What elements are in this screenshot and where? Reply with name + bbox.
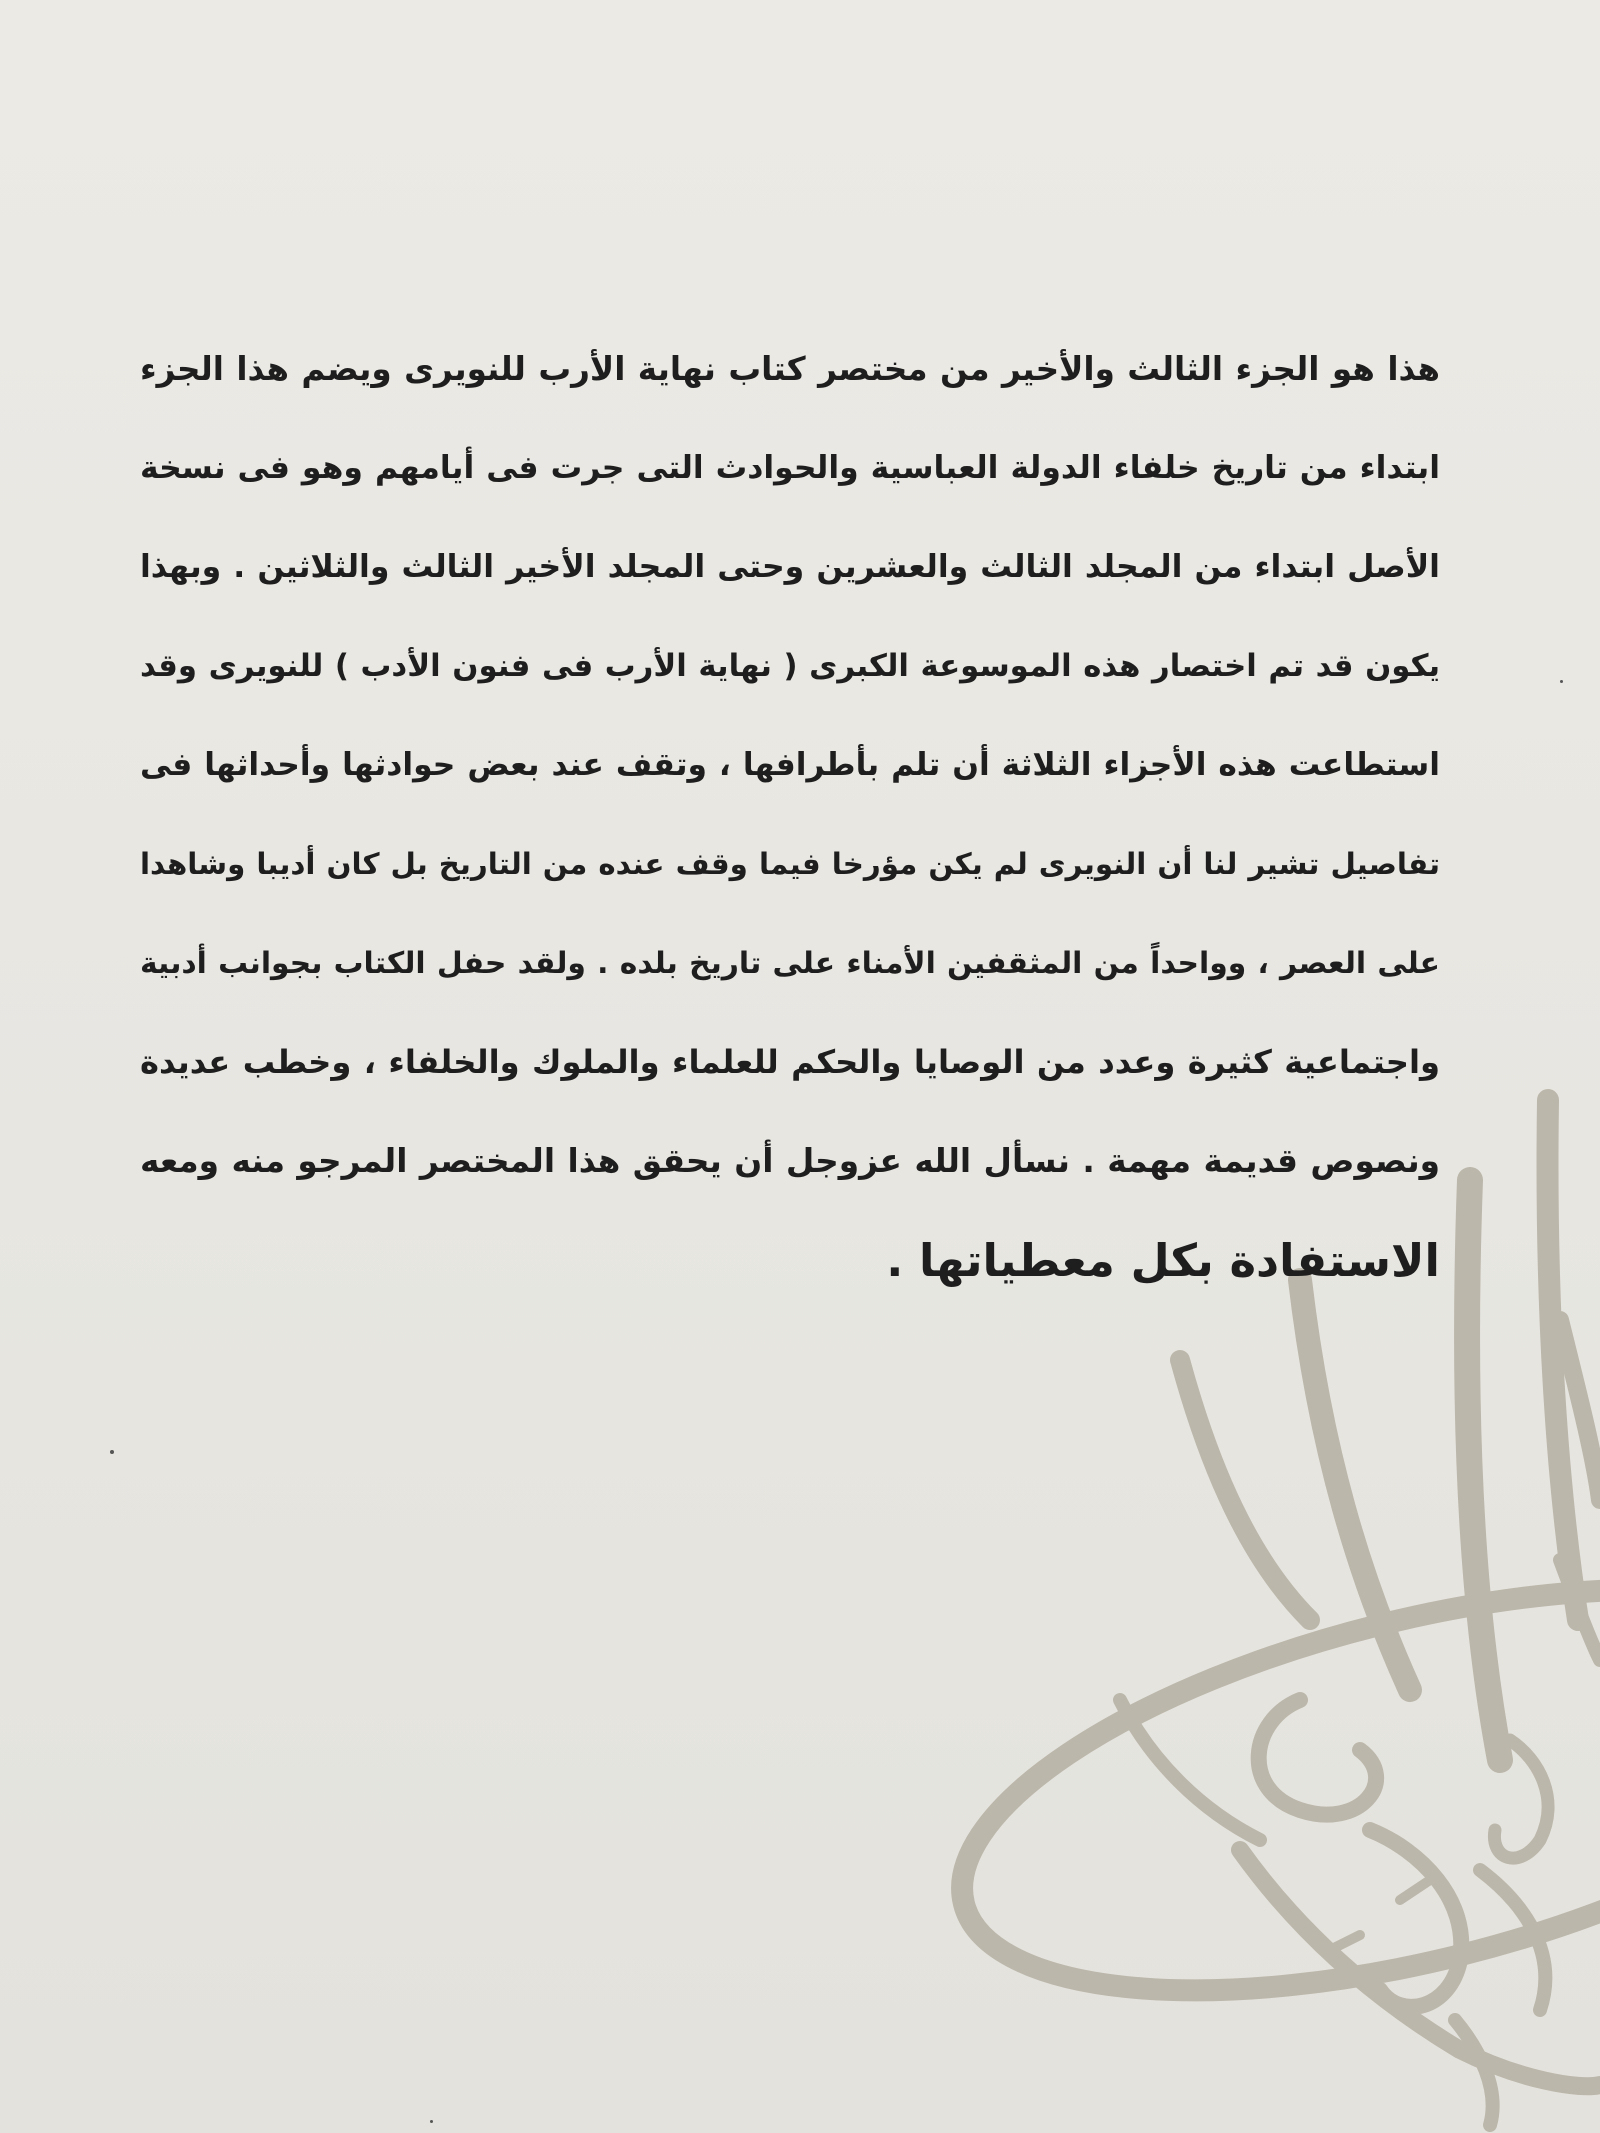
- description-line: ابتداء من تاريخ خلفاء الدولة العباسية والحوادث التى جرت فى أيامهم وهو فى نسخة: [140, 450, 1440, 486]
- description-line: على العصر ، وواحداً من المثقفين الأمناء على تاريخ بلده . ولقد حفل الكتاب بجوانب أدبية: [140, 946, 1440, 981]
- description-line: يكون قد تم اختصار هذه الموسوعة الكبرى ( نهاية الأرب فى فنون الأدب ) للنويرى وقد: [140, 648, 1440, 684]
- description-line: استطاعت هذه الأجزاء الثلاثة أن تلم بأطرافها ، وتقف عند بعض حوادثها وأحداثها فى: [140, 747, 1440, 783]
- paper-speck: [110, 1450, 114, 1454]
- description-line: الاستفادة بكل معطياتها .: [886, 1234, 1440, 1287]
- description-line: واجتماعية كثيرة وعدد من الوصايا والحكم للعلماء والملوك والخلفاء ، وخطب عديدة: [140, 1043, 1440, 1081]
- description-line: تفاصيل تشير لنا أن النويرى لم يكن مؤرخا فيما وقف عنده من التاريخ بل كان أديبا وشاهدا: [140, 847, 1440, 881]
- paper-speck: [430, 2120, 433, 2123]
- description-line: الأصل ابتداء من المجلد الثالث والعشرين وحتى المجلد الأخير الثالث والثلاثين . وبهذا: [140, 549, 1440, 585]
- description-line: ونصوص قديمة مهمة . نسأل الله عزوجل أن يحقق هذا المختصر المرجو منه ومعه: [140, 1142, 1440, 1180]
- paper-speck: [1560, 680, 1563, 683]
- cover-description: [140, 320, 1440, 1310]
- description-line: هذا هو الجزء الثالث والأخير من مختصر كتاب نهاية الأرب للنويرى ويضم هذا الجزء: [140, 350, 1440, 388]
